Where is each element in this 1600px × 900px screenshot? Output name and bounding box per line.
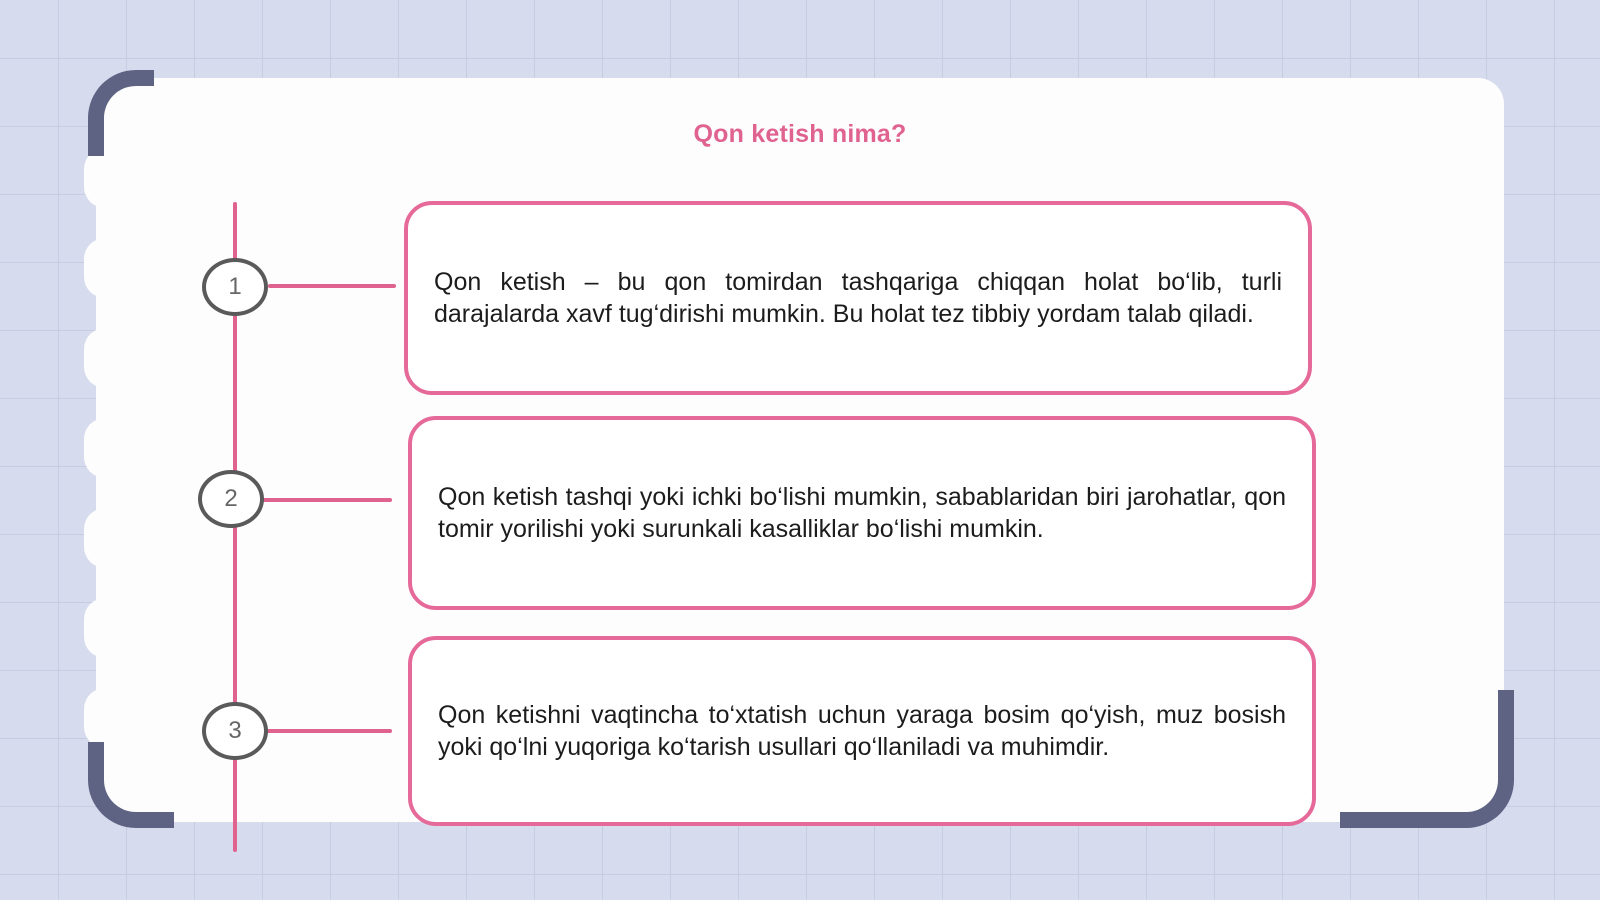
timeline-connector (266, 729, 392, 733)
timeline-connector (262, 498, 392, 502)
paper-scallop (84, 508, 126, 568)
card-text: Qon ketish tashqi yoki ichki bo‘lishi mumkin, sabablaridan biri jarohatlar, qon tomir yorilishi yoki surunkali kasalliklar bo‘lishi mumkin. (438, 483, 1286, 543)
paper-scallop (84, 148, 126, 208)
info-card (404, 201, 1312, 395)
page-title: Qon ketish nima? (693, 120, 907, 148)
paper-scallop (84, 328, 126, 388)
card-text: Qon ketishni vaqtincha to‘xtatish uchun yaraga bosim qo‘yish, muz bosish yoki qo‘lni yuqoriga ko‘tarish usullari qo‘llaniladi va muhimdir. (438, 701, 1286, 761)
paper-scallop (84, 598, 126, 658)
info-card (408, 636, 1316, 826)
corner-bracket-bottom-left (88, 742, 174, 828)
timeline-connector (268, 284, 396, 288)
corner-bracket-bottom-right (1340, 690, 1514, 828)
info-card (408, 416, 1316, 610)
paper-scallop (84, 688, 126, 748)
step-number-badge: 2 (198, 470, 264, 528)
paper-scallop (84, 238, 126, 298)
step-number-badge: 3 (202, 702, 268, 760)
paper-scallop (84, 418, 126, 478)
card-text: Qon ketish – bu qon tomirdan tashqariga chiqqan holat bo‘lib, turli darajalarda xavf tug‘dirishi mumkin. Bu holat tez tibbiy yordam talab qiladi. (434, 268, 1282, 328)
step-number-badge: 1 (202, 258, 268, 316)
